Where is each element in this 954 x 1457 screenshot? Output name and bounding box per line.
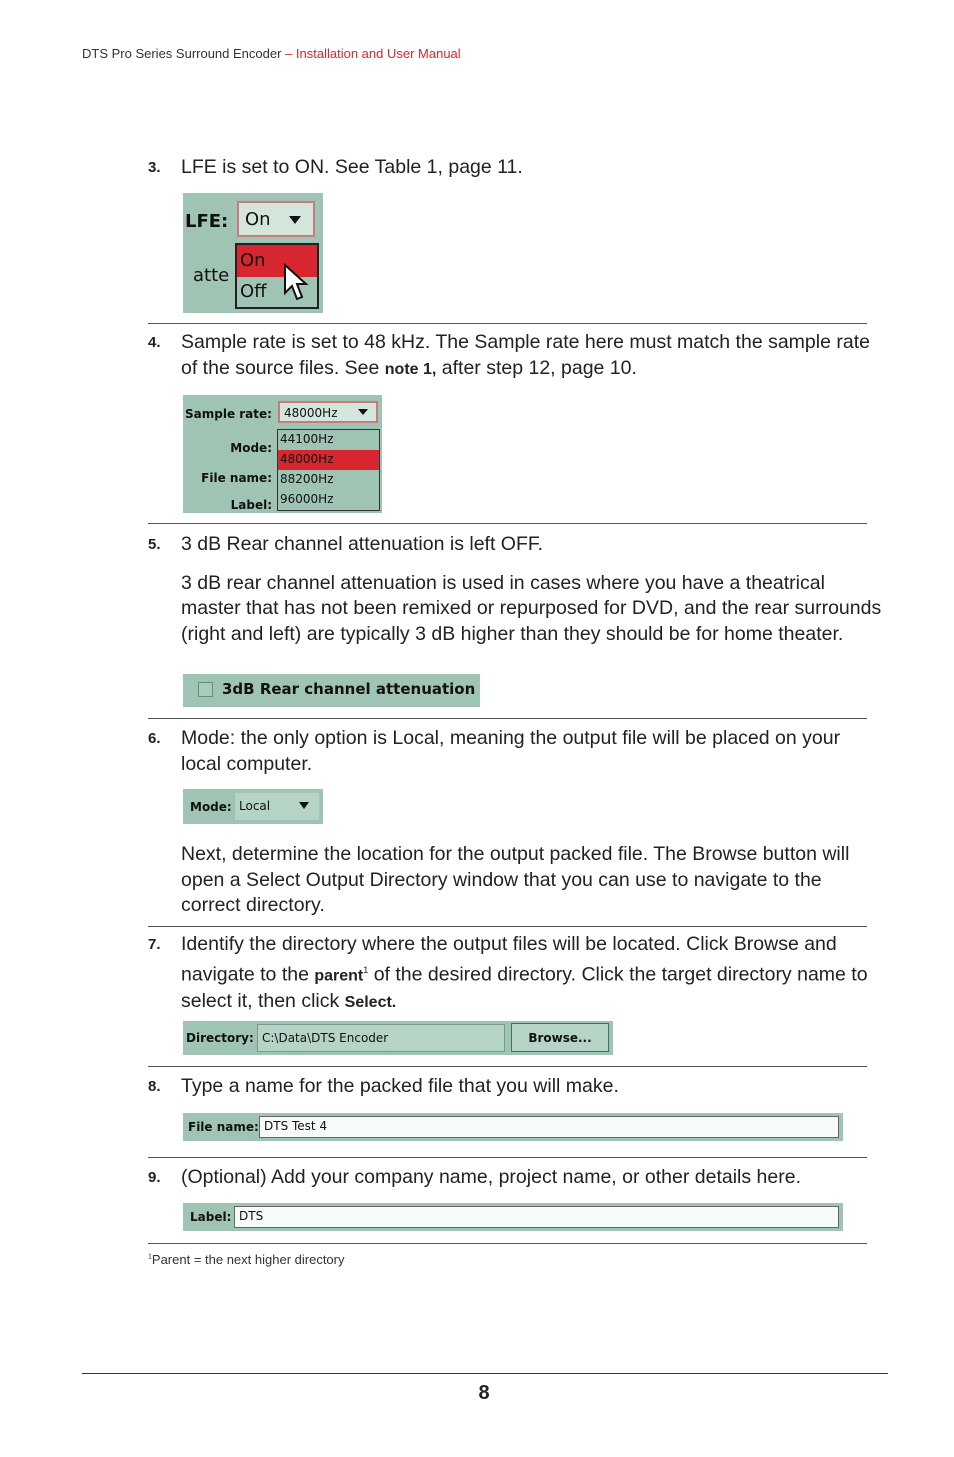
lfe-select[interactable] bbox=[237, 201, 315, 237]
label-input[interactable]: DTS bbox=[234, 1206, 839, 1228]
step-number: 8. bbox=[148, 1078, 161, 1095]
step-4 bbox=[148, 330, 883, 382]
step-number: 9. bbox=[148, 1169, 161, 1186]
footer-rule bbox=[82, 1373, 888, 1374]
step-text: (Optional) Add your company name, project name, or other details here. bbox=[181, 1166, 801, 1188]
label-field-label: Label: bbox=[190, 1210, 232, 1224]
lfe-panel bbox=[183, 193, 323, 313]
step-3 bbox=[148, 155, 883, 181]
option-44100[interactable]: 44100Hz bbox=[280, 432, 334, 446]
parent-term: parent bbox=[314, 967, 364, 984]
divider bbox=[148, 718, 867, 719]
step-number: 4. bbox=[148, 334, 161, 351]
divider bbox=[148, 323, 867, 324]
chevron-down-icon bbox=[289, 216, 301, 224]
filename-label: File name: bbox=[188, 1120, 259, 1134]
sample-rate-select[interactable]: 48000Hz bbox=[278, 401, 378, 423]
running-header bbox=[82, 46, 461, 61]
sample-rate-label: Sample rate: bbox=[185, 407, 272, 421]
step-text: Sample rate is set to 48 kHz. The Sample rate here must match the sample rate of the source files. See note 1, after step 12, page 10. bbox=[181, 331, 870, 379]
mode-label: Mode: bbox=[190, 800, 232, 814]
mouse-cursor-icon bbox=[283, 263, 309, 303]
divider bbox=[148, 523, 867, 524]
step-text: Type a name for the packed file that you will make. bbox=[181, 1075, 619, 1097]
step-number: 5. bbox=[148, 536, 161, 553]
label-panel bbox=[183, 1203, 843, 1231]
chevron-down-icon bbox=[358, 409, 368, 415]
select-term: Select. bbox=[344, 993, 397, 1011]
chevron-down-icon bbox=[299, 802, 309, 809]
attenuation-label-partial: atte bbox=[193, 265, 230, 286]
label-label: Label: bbox=[230, 498, 272, 512]
rear-attenuation-panel bbox=[183, 674, 480, 707]
step-paragraph: 3 dB rear channel attenuation is used in cases where you have a theatrical master that has not been remixed or repurposed for DVD, and the rear surrounds (right and left) are typically 3 dB higher than they should be for home theater. bbox=[181, 571, 882, 645]
filename-label: File name: bbox=[201, 471, 272, 485]
mode-label: Mode: bbox=[230, 441, 272, 455]
step-9 bbox=[148, 1165, 883, 1191]
filename-panel bbox=[183, 1113, 843, 1141]
divider bbox=[148, 1066, 867, 1067]
directory-panel bbox=[183, 1021, 613, 1055]
rear-attenuation-checkbox[interactable] bbox=[198, 682, 213, 697]
lfe-options-list bbox=[235, 243, 319, 309]
step-number: 6. bbox=[148, 730, 161, 747]
browse-button[interactable]: Browse... bbox=[511, 1023, 609, 1052]
note-reference: note 1, bbox=[384, 360, 437, 378]
step-text: Mode: the only option is Local, meaning the output file will be placed on your local computer. bbox=[181, 727, 841, 775]
footnote-marker: 1 bbox=[363, 964, 369, 975]
mode-select[interactable]: Local bbox=[235, 793, 319, 820]
step-paragraph: Next, determine the location for the output packed file. The Browse button will open a Select Output Directory window that you can use to navigate to the correct directory. bbox=[181, 843, 850, 916]
step-number: 7. bbox=[148, 936, 161, 953]
header-title: DTS Pro Series Surround Encoder bbox=[82, 46, 282, 61]
header-subtitle: – Installation and User Manual bbox=[285, 46, 461, 61]
step-7 bbox=[148, 932, 883, 1015]
directory-label: Directory: bbox=[186, 1031, 254, 1045]
divider bbox=[148, 1157, 867, 1158]
lfe-option-on[interactable]: On bbox=[237, 245, 317, 277]
lfe-label: LFE: bbox=[185, 211, 229, 232]
step-5 bbox=[148, 532, 883, 647]
divider bbox=[148, 1243, 867, 1244]
page-number: 8 bbox=[478, 1382, 490, 1404]
option-88200[interactable]: 88200Hz bbox=[280, 472, 334, 486]
sample-rate-options bbox=[277, 429, 380, 511]
step-6 bbox=[148, 726, 883, 777]
filename-input[interactable]: DTS Test 4 bbox=[259, 1116, 839, 1138]
lfe-value: On bbox=[245, 209, 271, 230]
footnote-marker: 1 bbox=[148, 1253, 152, 1261]
sample-rate-panel bbox=[183, 395, 382, 513]
step-text: LFE is set to ON. See Table 1, page 11. bbox=[181, 156, 523, 178]
step-8 bbox=[148, 1074, 883, 1100]
option-48000-selected[interactable]: 48000Hz bbox=[278, 450, 379, 470]
step-6-continued bbox=[148, 842, 883, 919]
footnote bbox=[148, 1252, 345, 1267]
directory-field[interactable]: C:\Data\DTS Encoder bbox=[257, 1024, 505, 1052]
rear-attenuation-label: 3dB Rear channel attenuation bbox=[222, 680, 476, 698]
lfe-option-off[interactable]: Off bbox=[240, 281, 267, 302]
step-number: 3. bbox=[148, 159, 161, 176]
step-text: Identify the directory where the output files will be located. Click Browse and navigate to the parent$^1$ of the desired directory. Click the target directory name to select it, then click Select. bbox=[181, 933, 868, 1012]
mode-panel bbox=[183, 789, 323, 824]
option-96000[interactable]: 96000Hz bbox=[280, 492, 334, 506]
divider bbox=[148, 926, 867, 927]
footnote-text: Parent = the next higher directory bbox=[151, 1252, 345, 1267]
step-text: 3 dB Rear channel attenuation is left OFF. bbox=[181, 533, 544, 555]
